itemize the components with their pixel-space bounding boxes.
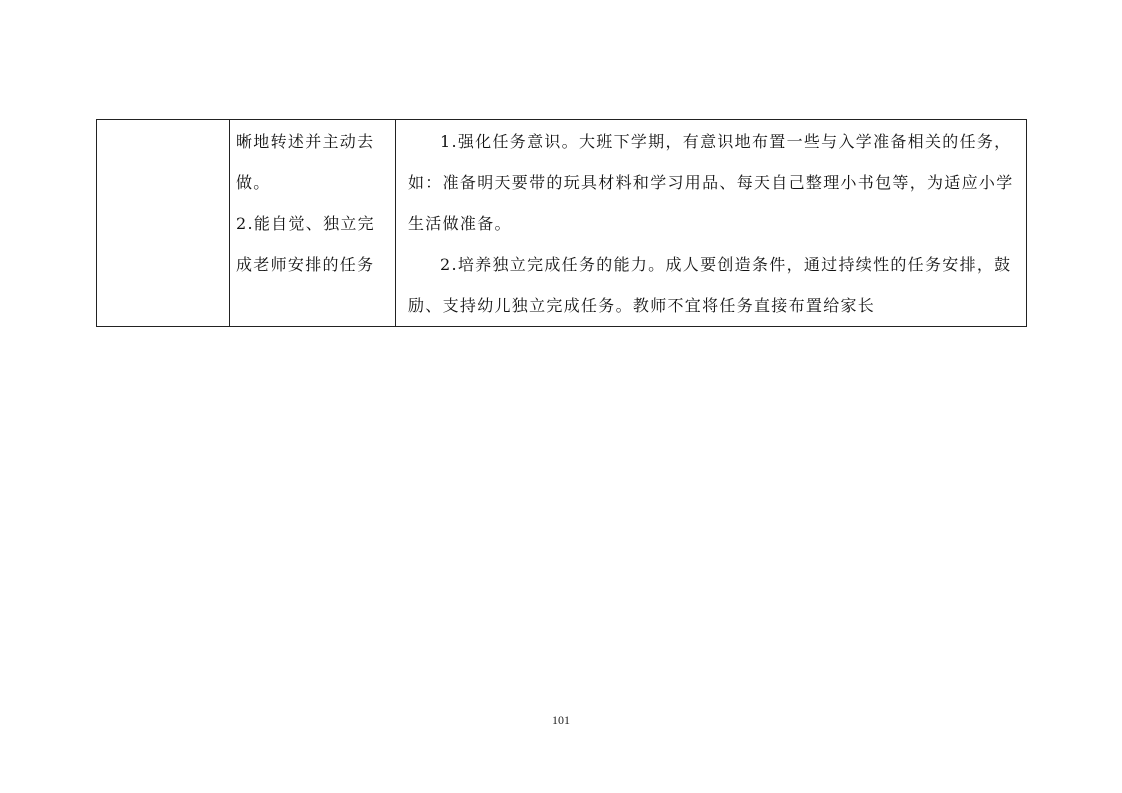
goal-line: 做。 [236, 173, 271, 192]
goal-line: 晰地转述并主动去 [236, 132, 375, 151]
guidance-table [96, 119, 1027, 327]
suggestion-paragraph: 1.强化任务意识。大班下学期，有意识地布置一些与入学准备相关的任务，如：准备明天要带的玩具材料和学习用品、每天自己整理小书包等，为适应小学生活做准备。 [408, 132, 1014, 233]
table-cell-goals [230, 120, 396, 327]
goal-line: 2.能自觉、独立完 [236, 214, 375, 233]
goal-line: 成老师安排的任务 [236, 255, 375, 274]
table-cell-suggestions [396, 120, 1027, 327]
suggestion-paragraph: 2.培养独立完成任务的能力。成人要创造条件，通过持续性的任务安排，鼓励、支持幼儿独立完成任务。教师不宜将任务直接布置给家长 [408, 255, 1012, 315]
table-row [97, 120, 1027, 327]
table-cell-empty [97, 120, 230, 327]
page-number: 101 [552, 713, 570, 727]
